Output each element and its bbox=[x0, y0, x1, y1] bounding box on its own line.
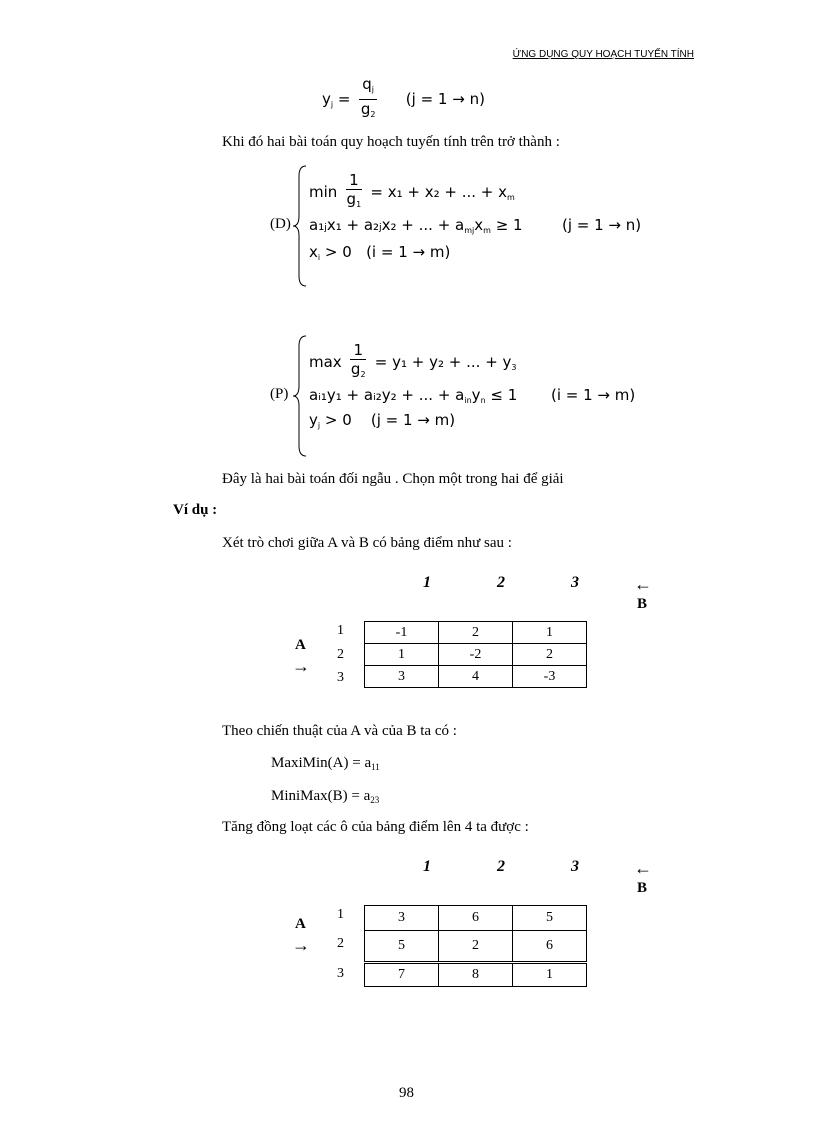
objective-rhs-sub: 3 bbox=[511, 363, 517, 372]
table1-row-label-1: 1 bbox=[337, 623, 344, 638]
page-header: ỨNG DỤNG QUY HOẠCH TUYẾN TÍNH bbox=[512, 49, 694, 60]
constraint-tail-sub: m bbox=[483, 226, 491, 235]
table-row bbox=[365, 666, 587, 688]
constraint-tail: y bbox=[471, 386, 481, 404]
table-cell: 1 bbox=[365, 644, 439, 666]
table2-row-label-3: 3 bbox=[337, 966, 344, 981]
formula-yj bbox=[322, 76, 485, 123]
table1-a-label: A bbox=[295, 637, 306, 653]
nonneg-var: y bbox=[309, 411, 318, 429]
nonneg-sub: i bbox=[317, 253, 321, 262]
table-row bbox=[365, 906, 587, 931]
table-cell: 3 bbox=[365, 666, 439, 688]
table2-a-label: A bbox=[295, 916, 306, 932]
system-d-label: (D) bbox=[270, 216, 291, 232]
table2-row-label-2: 2 bbox=[337, 936, 344, 951]
maximin-sub: 11 bbox=[371, 762, 380, 772]
table-row bbox=[365, 963, 587, 987]
objective-denominator-sub: 1 bbox=[356, 200, 362, 209]
strategy-intro: Theo chiến thuật của A và của B ta có : bbox=[222, 723, 457, 739]
formula-lhs-sub: j bbox=[330, 100, 334, 109]
system-p-constraint bbox=[309, 386, 517, 405]
intro-text: Khi đó hai bài toán quy hoạch tuyến tính trên trở thành : bbox=[222, 134, 560, 150]
page-number: 98 bbox=[399, 1085, 414, 1101]
fraction-denominator-sub: 2 bbox=[370, 110, 376, 119]
table1-row-label-2: 2 bbox=[337, 647, 344, 662]
objective-numerator: 1 bbox=[350, 342, 366, 360]
objective-fraction bbox=[350, 342, 366, 383]
system-d-nonneg bbox=[309, 243, 450, 262]
table-cell: 4 bbox=[439, 666, 513, 688]
objective-numerator: 1 bbox=[346, 172, 362, 190]
table1-col-header-2: 2 bbox=[497, 574, 505, 591]
objective-denominator: g bbox=[350, 360, 361, 378]
objective-rhs-sub: m bbox=[507, 193, 515, 202]
system-d-constraint bbox=[309, 216, 523, 235]
fraction-numerator: q bbox=[362, 75, 372, 93]
increase-note: Tăng đồng loạt các ô của bảng điểm lên 4 ta được : bbox=[222, 819, 529, 835]
constraint-tail-sub: n bbox=[480, 396, 486, 405]
example-label: Ví dụ : bbox=[173, 502, 218, 518]
table2-row-label-1: 1 bbox=[337, 907, 344, 922]
table-cell: 1 bbox=[513, 963, 587, 987]
system-p-condition: (i = 1 → m) bbox=[551, 386, 636, 404]
table-cell: -2 bbox=[439, 644, 513, 666]
table-cell: 2 bbox=[439, 931, 513, 963]
table2-b-label: B bbox=[637, 880, 648, 896]
table-cell: 5 bbox=[513, 906, 587, 931]
system-p-objective bbox=[309, 342, 517, 383]
system-d-objective bbox=[309, 172, 515, 213]
table2-col-header-2: 2 bbox=[497, 858, 505, 875]
table2-col-header-3: 3 bbox=[571, 858, 579, 875]
nonneg-rhs: > 0 (i = 1 → m) bbox=[320, 243, 451, 261]
table-cell: 8 bbox=[439, 963, 513, 987]
formula-condition: (j = 1 → n) bbox=[405, 90, 485, 108]
system-p-brace bbox=[292, 334, 308, 463]
table-cell: 2 bbox=[513, 644, 587, 666]
nonneg-rhs: > 0 (j = 1 → m) bbox=[320, 411, 456, 429]
fraction-numerator-sub: j bbox=[371, 85, 375, 94]
table-cell: 7 bbox=[365, 963, 439, 987]
constraint-sub: in bbox=[464, 396, 472, 405]
table1-b-label: B bbox=[637, 596, 648, 612]
minimax-text: MiniMax(B) = a bbox=[271, 788, 371, 804]
table-cell: 1 bbox=[513, 622, 587, 644]
objective-rhs: = x₁ + x₂ + ... + x bbox=[370, 183, 508, 201]
table2-a-arrow-icon: → bbox=[292, 935, 310, 955]
constraint-lhs: a₁ⱼx₁ + a₂ⱼx₂ + ... + a bbox=[309, 216, 465, 234]
table-cell: 6 bbox=[439, 906, 513, 931]
table1-col-header-1: 1 bbox=[423, 574, 431, 591]
objective-max: max bbox=[309, 353, 342, 371]
system-d-brace bbox=[292, 164, 308, 293]
table1-b-arrow-icon: ← bbox=[634, 574, 652, 594]
constraint-rhs: ≤ 1 bbox=[485, 386, 518, 404]
objective-denominator: g bbox=[346, 190, 357, 208]
table-cell: 6 bbox=[513, 931, 587, 963]
dual-note: Đây là hai bài toán đối ngẫu . Chọn một trong hai để giải bbox=[222, 471, 564, 487]
equals-sign: = bbox=[337, 90, 356, 108]
minimax-line bbox=[271, 788, 379, 805]
objective-min: min bbox=[309, 183, 338, 201]
table1-col-header-3: 3 bbox=[571, 574, 579, 591]
fraction-denominator: g bbox=[360, 100, 371, 118]
table2-b-arrow-icon: ← bbox=[634, 858, 652, 878]
table-row bbox=[365, 644, 587, 666]
minimax-sub: 23 bbox=[370, 795, 380, 805]
table2-col-header-1: 1 bbox=[423, 858, 431, 875]
table1-a-arrow-icon: → bbox=[292, 656, 310, 676]
maximin-line bbox=[271, 755, 380, 772]
formula-fraction bbox=[359, 76, 377, 123]
table-row bbox=[365, 931, 587, 963]
maximin-text: MaxiMin(A) = a bbox=[271, 755, 372, 771]
table-row bbox=[365, 622, 587, 644]
example-intro: Xét trò chơi giữa A và B có bảng điểm như sau : bbox=[222, 535, 512, 551]
objective-fraction bbox=[346, 172, 362, 213]
objective-denominator-sub: 2 bbox=[360, 370, 366, 379]
constraint-tail: x bbox=[474, 216, 484, 234]
nonneg-sub: j bbox=[317, 421, 321, 430]
table-cell: 5 bbox=[365, 931, 439, 963]
system-d-condition: (j = 1 → n) bbox=[562, 216, 642, 234]
table-cell: 2 bbox=[439, 622, 513, 644]
constraint-lhs: aᵢ₁y₁ + aᵢ₂y₂ + ... + a bbox=[309, 386, 465, 404]
system-p-label: (P) bbox=[270, 386, 289, 402]
table-cell: 3 bbox=[365, 906, 439, 931]
table1-grid bbox=[364, 621, 587, 688]
formula-lhs: y bbox=[322, 90, 331, 108]
table1-row-label-3: 3 bbox=[337, 670, 344, 685]
objective-rhs: = y₁ + y₂ + ... + y bbox=[374, 353, 512, 371]
table2-grid bbox=[364, 905, 587, 987]
table-cell: -3 bbox=[513, 666, 587, 688]
table-cell: -1 bbox=[365, 622, 439, 644]
constraint-sub: mj bbox=[464, 226, 475, 235]
nonneg-var: x bbox=[309, 243, 318, 261]
system-p-nonneg bbox=[309, 411, 455, 430]
constraint-rhs: ≥ 1 bbox=[490, 216, 523, 234]
